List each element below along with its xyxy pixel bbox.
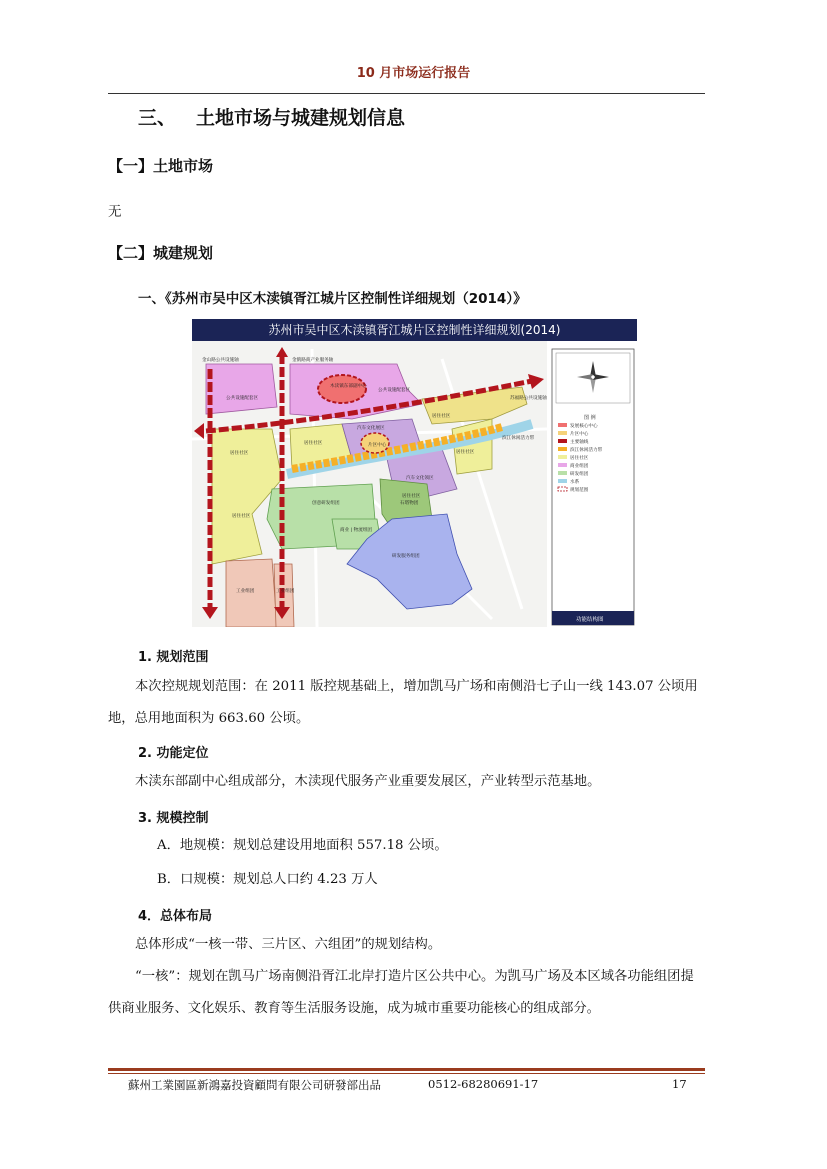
urban-planning-heading: 【二】城建规划	[108, 244, 214, 262]
map-label-11: 滨江休闲活力带	[502, 436, 535, 441]
footer-rule-thin	[108, 1073, 705, 1074]
core-ring	[318, 375, 366, 403]
svg-text:发展核心中心: 发展核心中心	[570, 424, 598, 429]
map-label-5: 公共设施配套区	[378, 388, 411, 393]
layout-structure-text: 总体形成“一核一带、三片区、六组团”的规划结构。	[135, 937, 442, 952]
report-header-title: 10 月市场运行报告	[356, 66, 471, 81]
scale-land-text: A．地规模：规划总建设用地面积 557.18 公顷。	[157, 838, 448, 853]
map-label-2: 金鹤路商产业服务轴	[292, 358, 334, 363]
svg-text:片区中心: 片区中心	[570, 432, 589, 437]
section-heading	[138, 103, 405, 130]
zone-public-facility-west	[206, 364, 277, 414]
map-label-17: 石塔物团	[400, 501, 419, 506]
positioning-text: 木渎东部副中心组成部分，木渎现代服务产业重要发展区，产业转型示范基地。	[135, 774, 601, 789]
footer-rule-thick	[108, 1068, 705, 1071]
map-banner-title: 苏州市吴中区木渎镇胥江城片区控制性详细规划(2014)	[192, 319, 637, 341]
map-label-7: 居住社区	[230, 451, 249, 456]
map-label-4: 木渎镇东部副中心	[330, 384, 367, 389]
svg-text:商业组团: 商业组团	[570, 464, 589, 469]
header-rule	[108, 93, 705, 94]
map-label-22: 工业组团	[276, 589, 295, 594]
scale-heading: 3. 规模控制	[138, 811, 209, 826]
map-label-1: 金山路公共设施轴	[202, 358, 239, 363]
svg-text:居住社区: 居住社区	[570, 456, 589, 461]
section-title: 土地市场与城建规划信息	[196, 107, 406, 129]
map-label-9: 汽车文化展区	[357, 426, 385, 431]
map-label-6: 苏福路公共设施轴	[510, 396, 547, 401]
section-number: 三、	[138, 107, 177, 129]
map-label-10: 居住社区	[432, 414, 451, 419]
layout-heading: 4．总体布局	[138, 909, 213, 924]
land-market-content: 无	[108, 204, 122, 220]
scope-heading: 1. 规划范围	[138, 650, 209, 665]
svg-text:水系: 水系	[570, 480, 580, 485]
map-label-14: 汽车文化领区	[406, 476, 434, 481]
svg-text:规划范围: 规划范围	[570, 488, 589, 493]
legend-footer-label: 功能结构图	[576, 617, 604, 623]
compass-box	[556, 353, 630, 403]
svg-text:研发组团: 研发组团	[570, 472, 589, 477]
plan-item-title: 一、《苏州市吴中区木渎镇胥江城片区控制性详细规划（2014）》	[138, 291, 527, 307]
map-label-19: 商业 | 物流组团	[340, 528, 373, 533]
map-label-18: 居住社区	[402, 494, 421, 499]
map-label-20: 研发服务组团	[392, 554, 420, 559]
legend-title: 图 例	[584, 415, 596, 421]
map-label-3: 公共设施配套区	[226, 396, 259, 401]
svg-text:主要轴线: 主要轴线	[570, 440, 589, 445]
land-market-heading: 【一】土地市场	[108, 157, 214, 175]
map-label-8: 居住社区	[304, 441, 323, 446]
map-label-16: 创意研发组团	[312, 501, 340, 506]
map-label-15: 居住社区	[232, 514, 251, 519]
positioning-heading: 2. 功能定位	[138, 746, 209, 761]
footer-company: 蘇州工業園區新鴻嘉投資顧問有限公司研發部出品	[128, 1078, 381, 1092]
scope-text: 本次控规规划范围：在 2011 版控规基础上，增加凯马广场和南侧沿七子山一线 143.07 公顷用地，总用地面积为 663.60 公顷。	[108, 679, 698, 726]
planning-map	[192, 319, 637, 627]
map-label-13: 居住社区	[456, 450, 475, 455]
layout-core-text: “一核”：规划在凯马广场南侧沿胥江北岸打造片区公共中心。为凯马广场及本区域各功能组团提供商业服务、文化娱乐、教育等生活服务设施，成为城市重要功能核心的组成部分。	[108, 969, 694, 1016]
scale-population-text: B．口规模：规划总人口约 4.23 万人	[157, 872, 378, 887]
page-number: 17	[672, 1077, 687, 1091]
map-label-21: 工业组团	[236, 589, 255, 594]
svg-text:滨江休闲活力带: 滨江休闲活力带	[570, 448, 603, 453]
footer-phone: 0512-68280691-17	[428, 1077, 539, 1091]
planning-map-figure	[192, 319, 637, 627]
map-label-12: 片区中心	[368, 443, 387, 448]
